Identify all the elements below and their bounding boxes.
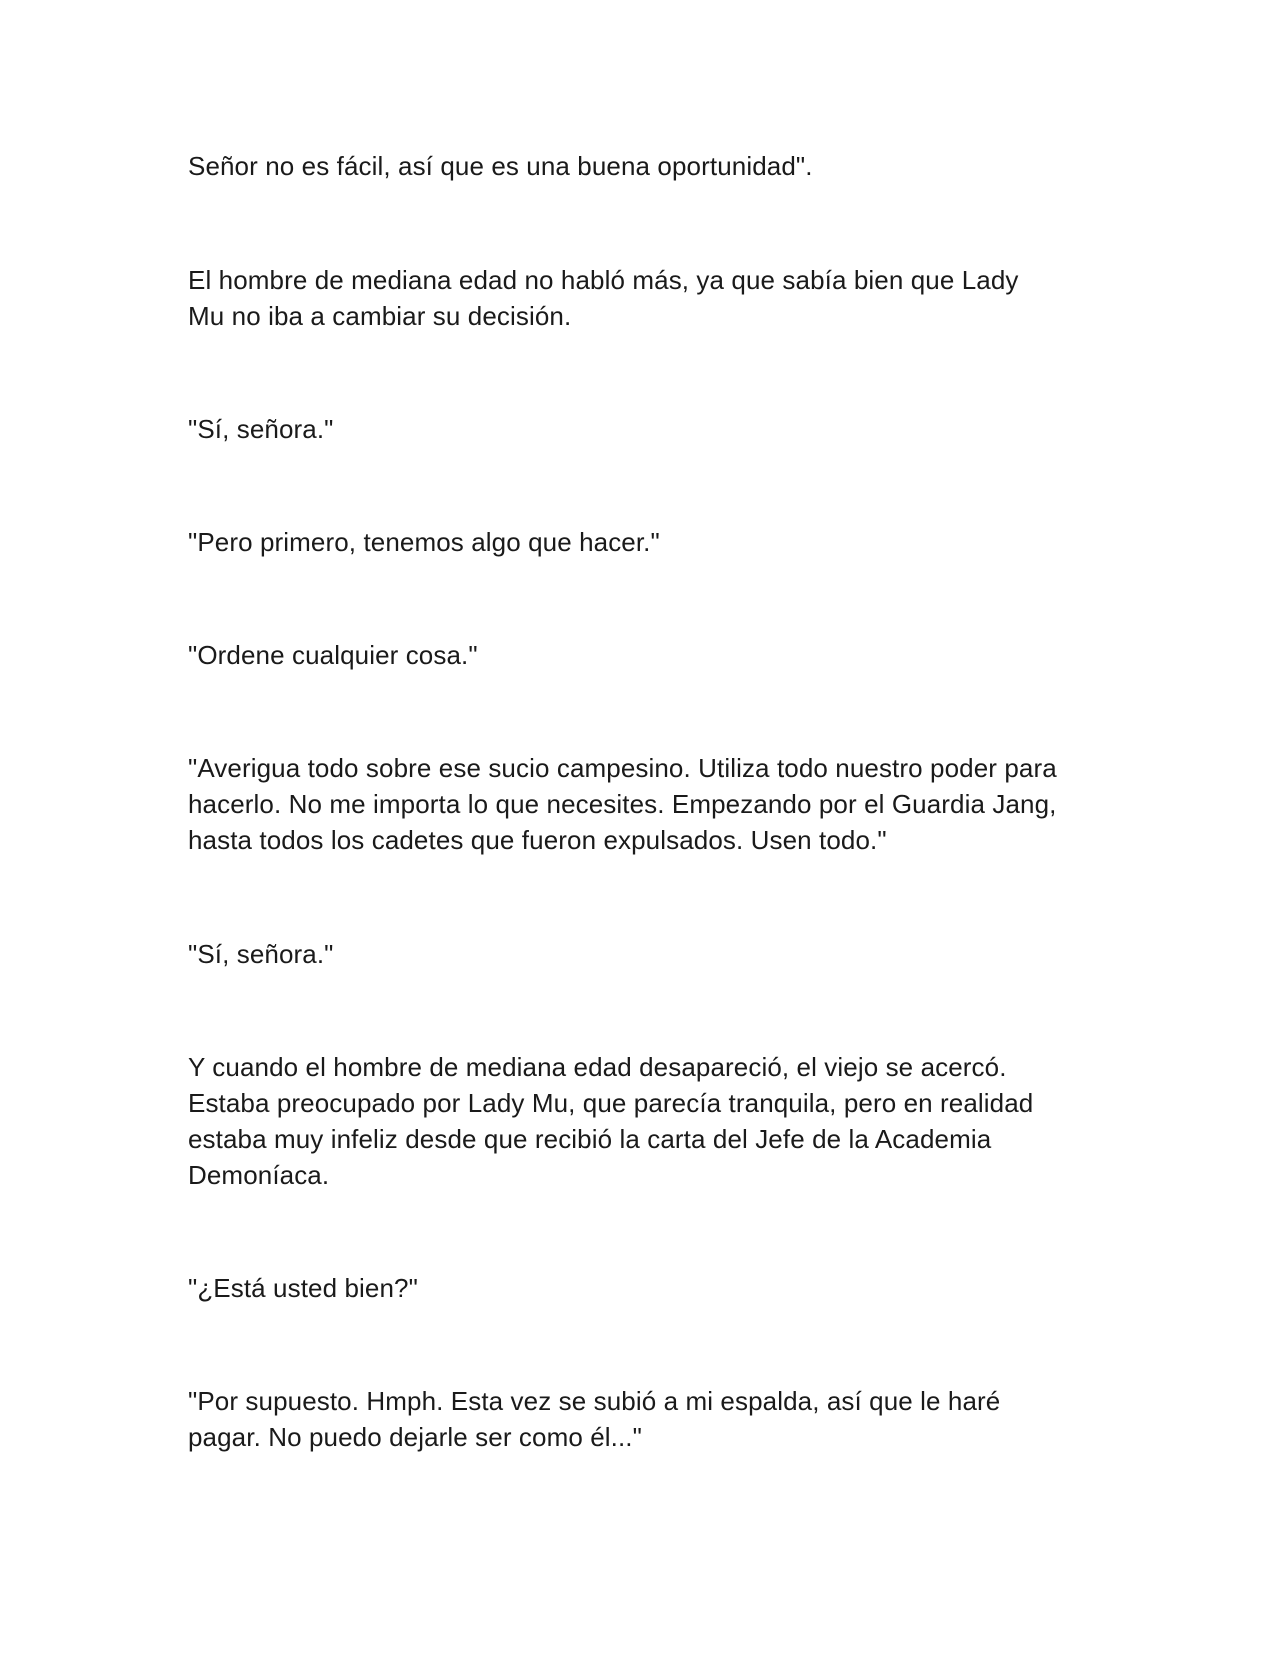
paragraph-line: "Sí, señora." xyxy=(188,939,334,969)
paragraph xyxy=(188,262,1088,334)
paragraph-line: "Averigua todo sobre ese sucio campesino. Utiliza todo nuestro poder para xyxy=(188,753,1057,783)
paragraph-line: "Ordene cualquier cosa." xyxy=(188,640,478,670)
paragraph-line: "¿Está usted bien?" xyxy=(188,1273,418,1303)
paragraph xyxy=(188,936,1088,972)
paragraph-line: hasta todos los cadetes que fueron expulsados. Usen todo." xyxy=(188,825,887,855)
paragraph xyxy=(188,637,1088,673)
paragraph-line: Mu no iba a cambiar su decisión. xyxy=(188,301,572,331)
paragraph xyxy=(188,1383,1088,1455)
paragraph-line: estaba muy infeliz desde que recibió la carta del Jefe de la Academia xyxy=(188,1124,992,1154)
paragraph-line: "Por supuesto. Hmph. Esta vez se subió a mi espalda, así que le haré xyxy=(188,1386,1001,1416)
paragraph-line: pagar. No puedo dejarle ser como él..." xyxy=(188,1422,642,1452)
paragraph-line: hacerlo. No me importa lo que necesites. Empezando por el Guardia Jang, xyxy=(188,789,1057,819)
paragraph-line: "Sí, señora." xyxy=(188,414,334,444)
paragraph-line: Demoníaca. xyxy=(188,1160,330,1190)
paragraph xyxy=(188,148,1088,184)
paragraph-line: Estaba preocupado por Lady Mu, que parecía tranquila, pero en realidad xyxy=(188,1088,1034,1118)
paragraph-line: "Pero primero, tenemos algo que hacer." xyxy=(188,527,660,557)
paragraph xyxy=(188,750,1088,858)
paragraph xyxy=(188,411,1088,447)
paragraph-line: Y cuando el hombre de mediana edad desapareció, el viejo se acercó. xyxy=(188,1052,1007,1082)
paragraph xyxy=(188,1049,1088,1193)
paragraph xyxy=(188,524,1088,560)
paragraph xyxy=(188,1270,1088,1306)
paragraph-line: El hombre de mediana edad no habló más, ya que sabía bien que Lady xyxy=(188,265,1019,295)
paragraph-line: Señor no es fácil, así que es una buena oportunidad". xyxy=(188,151,813,181)
